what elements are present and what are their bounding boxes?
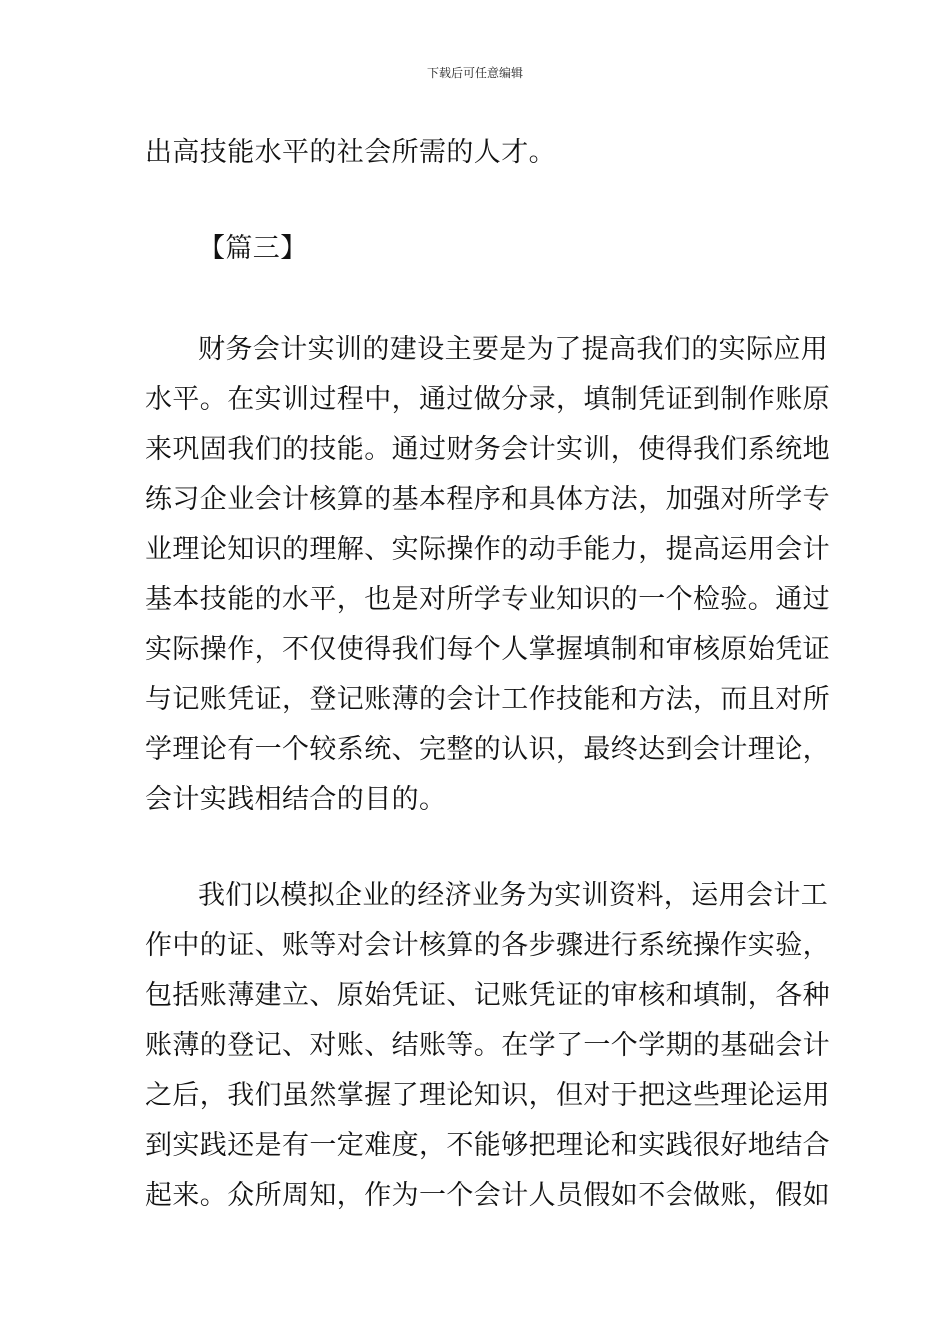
paragraph1-line: 基本技能的水平，也是对所学专业知识的一个检验。通过 — [145, 584, 830, 615]
paragraph1-line: 水平。在实训过程中，通过做分录，填制凭证到制作账原 — [145, 384, 830, 415]
paragraph2-line: 作中的证、账等对会计核算的各步骤进行系统操作实验， — [145, 930, 830, 961]
paragraph2-line: 我们以模拟企业的经济业务为实训资料，运用会计工 — [198, 880, 829, 911]
paragraph1-line: 与记账凭证，登记账薄的会计工作技能和方法，而且对所 — [145, 684, 830, 715]
paragraph1-line: 实际操作，不仅使得我们每个人掌握填制和审核原始凭证 — [145, 634, 830, 665]
paragraph2-line: 起来。众所周知，作为一个会计人员假如不会做账，假如 — [145, 1180, 830, 1211]
paragraph1-line: 财务会计实训的建设主要是为了提高我们的实际应用 — [198, 334, 829, 365]
paragraph1-line: 来巩固我们的技能。通过财务会计实训，使得我们系统地 — [145, 434, 830, 465]
page-header: 下载后可任意编辑 — [426, 66, 523, 80]
paragraph1-line: 练习企业会计核算的基本程序和具体方法，加强对所学专 — [145, 484, 830, 515]
paragraph1-line: 业理论知识的理解、实际操作的动手能力，提高运用会计 — [145, 534, 830, 565]
paragraph1-line: 会计实践相结合的目的。 — [145, 784, 447, 815]
section-heading: 【篇三】 — [198, 233, 308, 264]
paragraph2-line: 包括账薄建立、原始凭证、记账凭证的审核和填制，各种 — [145, 980, 830, 1011]
paragraph2-line: 账薄的登记、对账、结账等。在学了一个学期的基础会计 — [145, 1030, 830, 1061]
paragraph2-line: 之后，我们虽然掌握了理论知识，但对于把这些理论运用 — [145, 1080, 830, 1111]
continuation-line: 出高技能水平的社会所需的人才。 — [145, 137, 556, 168]
paragraph2-line: 到实践还是有一定难度，不能够把理论和实践很好地结合 — [145, 1130, 830, 1161]
paragraph1-line: 学理论有一个较系统、完整的认识，最终达到会计理论， — [145, 734, 830, 765]
